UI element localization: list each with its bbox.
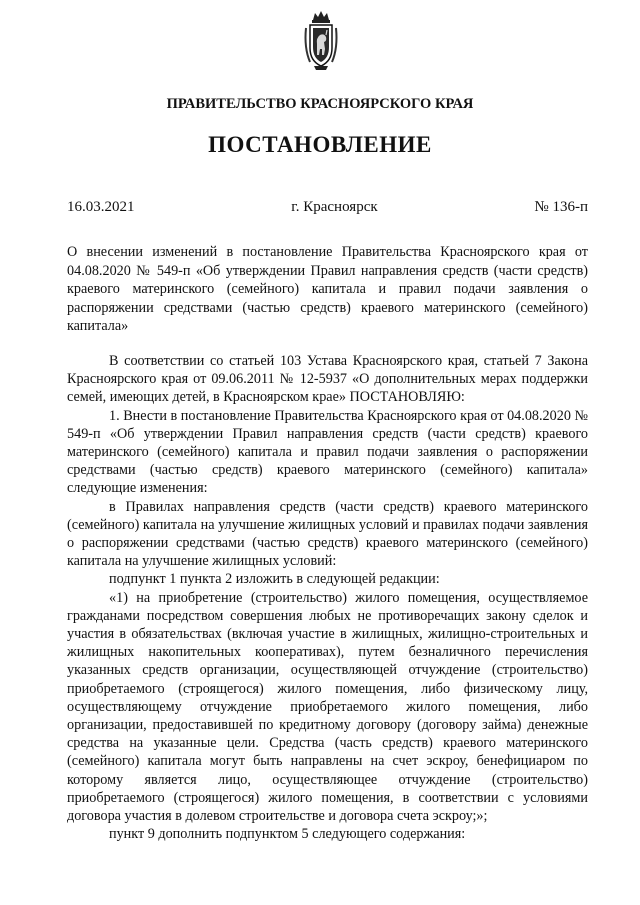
paragraph-rules-amendment: в Правилах направления средств (части средств) краевого материнского (семейного) капитала на улучшение жилищных условий и правилах подачи заявления о распоряжении средствами (частью средств) краевого материнского (семейного) капитала на улучшение жилищных условий: (67, 498, 588, 570)
document-title: О внесении изменений в постановление Правительства Красноярского края от 04.08.2020 № 549-п «Об утверждении Правил направления средств (части средств) краевого материнского (семейного) капитала и правил подачи заявления о распоряжении средствами (частью средств) краевого материнского (семейного) капитала» (67, 244, 588, 334)
paragraph-preamble: В соответствии со статьей 103 Устава Красноярского края, статьей 7 Закона Красноярского края от 09.06.2011 № 12-5937 «О дополнительных мерах поддержки семей, имеющих детей, в Красноярском крае» ПОСТАНОВЛЯЮ: (67, 353, 588, 406)
paragraph-subitem-intro: подпункт 1 пункта 2 изложить в следующей редакции: (109, 571, 440, 588)
paragraph-item-1: 1. Внести в постановление Правительства Красноярского края от 04.08.2020 № 549-п «Об утверждении Правил направления средств (части средств) краевого материнского (семейного) капитала и правил подачи заявления о распоряжении средствами (частью средств) краевого материнского (семейного) капитала» следующие изменения: (67, 407, 589, 497)
document-type-heading: ПОСТАНОВЛЕНИЕ (208, 132, 432, 157)
coat-of-arms-icon (302, 8, 340, 72)
paragraph-subitem-text: «1) на приобретение (строительство) жилого помещения, осуществляемое гражданами посредством совершения любых не противоречащих закону сделок и участия в обязательствах (включая участие в жилищных, жилищно-строительных и жилищных накопительных кооперативах), путем безналичного перечисления указанных средств организации, осуществляющей отчуждение (строительство) приобретаемого (строящегося) жилого помещения, либо физическому лицу, осуществляющему отчуждение приобретаемого жилого помещения, либо организации, предоставившей по кредитному договору (договору займа) денежные средства на указанные цели. Средства (часть средств) краевого материнского (семейного) капитала могут быть направлены на счет эскроу, бенефициаром по которому является лицо, осуществляющее отчуждение (строительство) приобретаемого (строящегося) жилого помещения, в соответствии с условиями договора участия в долевом строительстве и договора счета эскроу;»; (67, 589, 588, 825)
document-body (67, 352, 588, 843)
document-date: 16.03.2021 (67, 199, 135, 215)
paragraph-item-9: пункт 9 дополнить подпунктом 5 следующего содержания: (109, 826, 466, 843)
document-city: г. Красноярск (291, 199, 378, 215)
government-name: ПРАВИТЕЛЬСТВО КРАСНОЯРСКОГО КРАЯ (166, 96, 474, 112)
document-meta-line (67, 199, 588, 216)
document-number: № 136-п (534, 199, 588, 215)
